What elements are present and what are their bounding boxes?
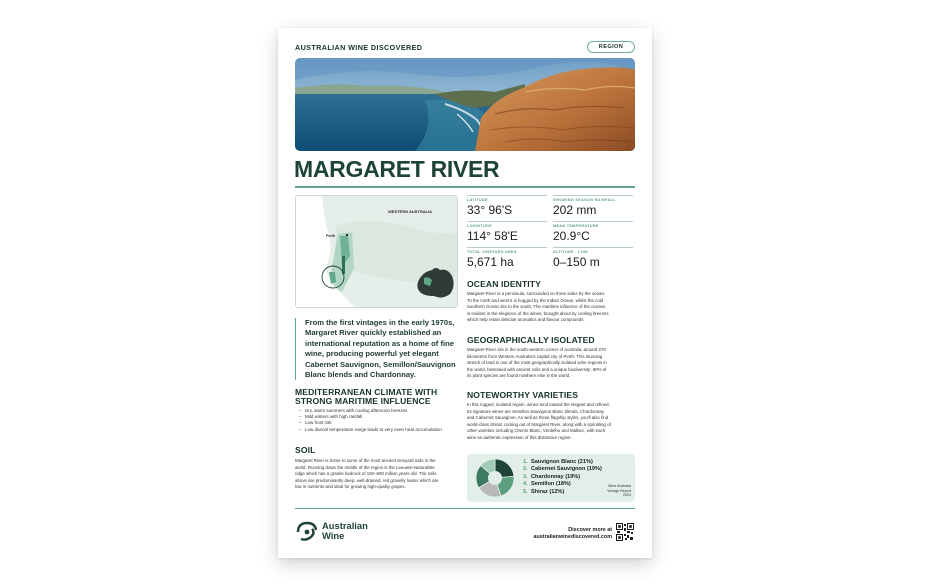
variety-label: Cabernet Sauvignon (19%) xyxy=(531,466,602,473)
stat-longitude xyxy=(467,221,547,243)
ocean-heading: OCEAN IDENTITY xyxy=(467,279,541,289)
climate-heading-line: MEDITERRANEAN CLIMATE WITH xyxy=(295,387,438,397)
text-line: and Cabernet Sauvignon. As well as these flagship styles, you'll also find xyxy=(467,415,609,421)
text-line: other varieties including Chenin Blanc, Verdelho and Malbec, with each xyxy=(467,428,606,434)
text-line: the world, bestowed with ancient soils and a unique biodiversity: 80% of xyxy=(467,366,607,372)
map-graphic xyxy=(296,196,458,308)
text-line: which help retain delicate aromatics and flavour compounds. xyxy=(467,317,585,323)
discover-label: Discover more at xyxy=(568,527,612,533)
note-line: Wine Australia xyxy=(608,484,631,488)
coastline-photo xyxy=(295,58,635,151)
title-divider xyxy=(295,186,635,188)
text-line: above are predominantly deep, well-drained, red gravelly loams which are xyxy=(295,477,439,483)
stat-value: 5,671 ha xyxy=(467,255,514,269)
brand-title: AUSTRALIAN WINE DISCOVERED xyxy=(295,43,423,52)
list-item: – Mild winters with high rainfall xyxy=(299,414,442,420)
variety-item xyxy=(523,459,602,466)
text-line: world. Running down the middle of the region is the Leeuwin-Naturaliste xyxy=(295,464,435,470)
logo-line: Australian xyxy=(322,520,368,531)
variety-label: Shiraz (12%) xyxy=(531,488,565,495)
stat-value: 0–150 m xyxy=(553,255,600,269)
isolated-heading: GEOGRAPHICALLY ISOLATED xyxy=(467,335,595,345)
text-line: In this rugged, isolated region, wines tend toward the elegant and refined. xyxy=(467,402,610,407)
region-fact-sheet xyxy=(278,28,652,558)
logo-emblem-icon xyxy=(295,520,319,542)
soil-text xyxy=(295,458,461,491)
text-line: low in nutrients and ideal for growing high-quality grapes. xyxy=(295,484,406,490)
climate-heading-line: STRONG MARITIME INFLUENCE xyxy=(295,396,431,406)
variety-label: Semillon (18%) xyxy=(531,481,571,488)
stat-altitude xyxy=(553,247,633,269)
variety-rank: 4. xyxy=(523,481,528,488)
text-line: world-class Shiraz coming out of Margaret River, along with a sprinkling of xyxy=(467,421,611,427)
stat-vineyard-area xyxy=(467,247,547,269)
variety-label: Sauvignon Blanc (21%) xyxy=(531,459,593,465)
varieties-donut xyxy=(471,454,519,502)
climate-bullets xyxy=(299,408,442,433)
variety-item xyxy=(523,481,602,488)
logo-wordmark xyxy=(322,521,368,541)
text-line: ridge which has a granite bedrock of 150–600 million years old. The soils xyxy=(295,471,437,477)
varieties-text xyxy=(467,402,635,442)
ocean-text xyxy=(467,291,635,324)
stat-label: MEAN TEMPERATURE xyxy=(553,224,599,228)
text-line: Southern Ocean sits to the south. The maritime influence of the oceans xyxy=(467,304,606,310)
qr-code-icon[interactable] xyxy=(616,523,634,541)
australian-wine-logo xyxy=(295,520,368,547)
stat-rainfall xyxy=(553,195,633,217)
discover-more xyxy=(508,527,612,541)
footer-divider xyxy=(295,508,635,509)
variety-rank: 5. xyxy=(523,488,528,495)
text-line: Margaret River is home to some of the most ancient vineyard soils in the xyxy=(295,458,436,463)
logo-line: Wine xyxy=(322,530,345,541)
stat-label: LATITUDE xyxy=(467,198,488,202)
varieties-list xyxy=(523,459,602,496)
text-line: Margaret River is a peninsula, surrounded on three sides by the ocean. xyxy=(467,291,606,296)
variety-rank: 2. xyxy=(523,466,528,473)
stat-label: TOTAL VINEYARD AREA xyxy=(467,250,517,254)
variety-rank: 3. xyxy=(523,473,528,480)
map-state-label: WESTERN AUSTRALIA xyxy=(388,209,433,214)
soil-heading: SOIL xyxy=(295,445,316,455)
varieties-heading: NOTEWORTHY VARIETIES xyxy=(467,390,579,400)
variety-label: Chardonnay (19%) xyxy=(531,473,581,480)
list-item: – Low diurnal temperature range leads to very even heat accumulation xyxy=(299,427,442,433)
isolated-text xyxy=(467,347,635,380)
website-link[interactable]: australianwinediscovered.com xyxy=(533,534,612,540)
map-city-label: Perth xyxy=(326,234,336,238)
text-line: stretch of land is one of the most geographically isolated wine regions in xyxy=(467,360,607,366)
varieties-panel xyxy=(467,454,635,502)
variety-item xyxy=(523,474,602,481)
stat-label: LONGITUDE xyxy=(467,224,493,228)
page-title: MARGARET RIVER xyxy=(294,156,500,182)
climate-heading xyxy=(295,388,437,406)
stat-temperature xyxy=(553,221,633,243)
list-item: – Low frost risk xyxy=(299,420,442,426)
text-line: kilometres from Western Australia's capital city of Perth. This stunning xyxy=(467,353,603,359)
note-line: 2024 xyxy=(623,493,631,498)
stat-value: 20.9°C xyxy=(553,229,590,243)
stat-label: ALTITUDE - LOW xyxy=(553,250,588,254)
stat-latitude xyxy=(467,195,547,217)
text-line: is evident in the elegance of the wines, brought about by cooling breezes xyxy=(467,310,609,316)
note-line: Vintage Report xyxy=(607,488,631,493)
text-line: its plant species are found nowhere else in the world. xyxy=(467,373,571,379)
text-line: To the north and west it is hugged by the Indian Ocean, whilst the cold xyxy=(467,297,604,303)
text-line: Margaret River sits in the south-western corner of Australia, around 270 xyxy=(467,347,606,352)
intro-quote: From the first vintages in the early 1970s, Margaret River quickly established an international reputation as a home of fine wine, producing powerful yet elegant Cabernet Sauvignon, Semillon/Sauvignon Blanc blends and Chardonnay. xyxy=(295,318,458,380)
variety-item xyxy=(523,489,602,496)
stat-value: 33° 96'S xyxy=(467,203,513,217)
text-line: Its signature wines are Semillon-Sauvignon Blanc blends, Chardonnay xyxy=(467,408,604,414)
text-line: wine an authentic expression of this distinctive region. xyxy=(467,434,572,440)
region-map xyxy=(295,195,458,308)
varieties-source-note xyxy=(595,484,631,498)
variety-rank: 1. xyxy=(523,459,528,465)
stat-label: GROWING SEASON RAINFALL xyxy=(553,198,616,202)
region-tag: REGION xyxy=(587,41,635,53)
variety-item xyxy=(523,466,602,473)
list-item: – Dry, warm summers with cooling afternoon breezes xyxy=(299,408,442,414)
stat-value: 202 mm xyxy=(553,203,597,217)
stat-value: 114° 58'E xyxy=(467,229,518,243)
